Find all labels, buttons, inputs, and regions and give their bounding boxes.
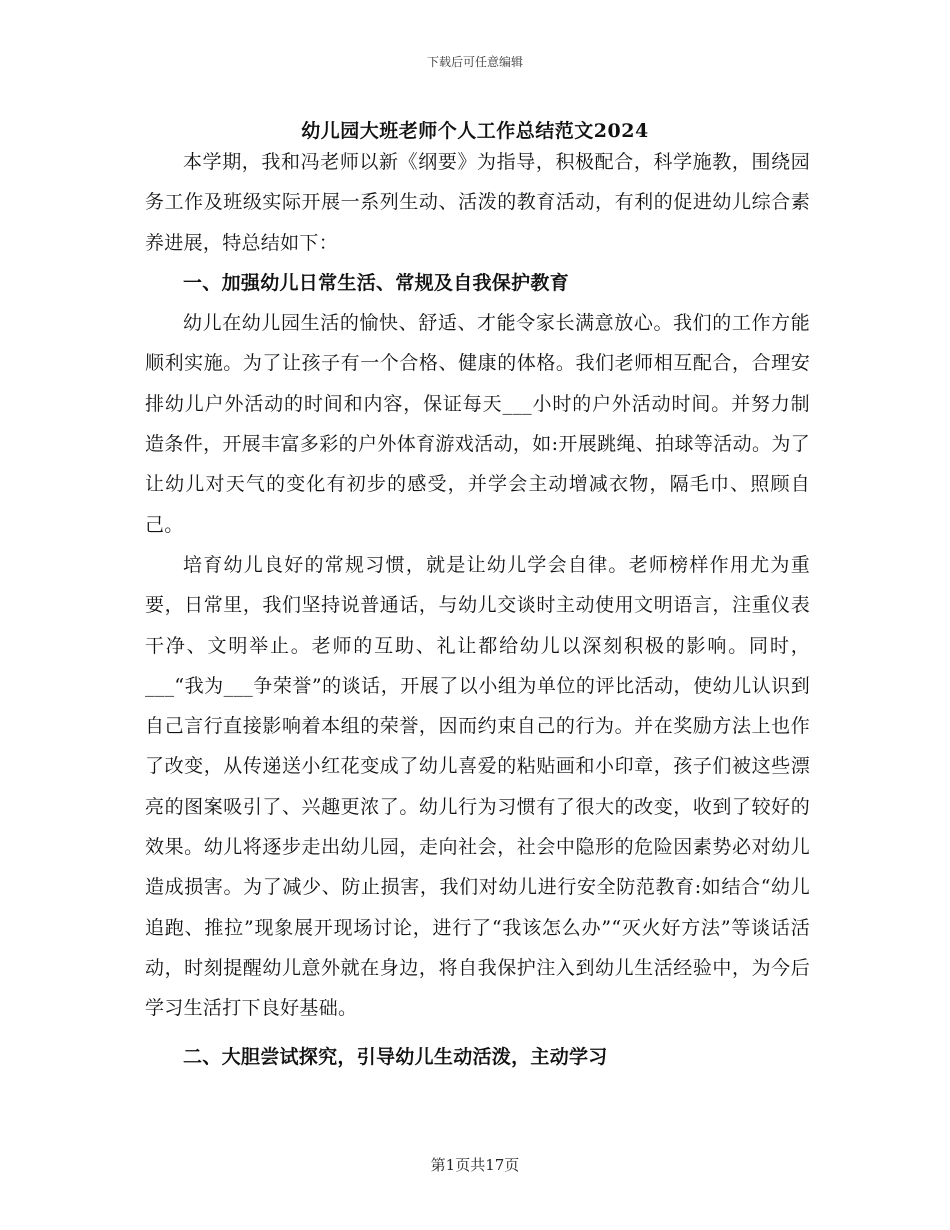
section-1-paragraph-1: 幼儿在幼儿园生活的愉快、舒适、才能令家长满意放心。我们的工作方能顺利实施。为了让孩子有一个合格、健康的体格。我们老师相互配合，合理安排幼儿户外活动的时间和内容，保证每天___小时的户外活动时间。并努力制造条件，开展丰富多彩的户外体育游戏活动，如:开展跳绳、拍球等活动。为了让幼儿对天气的变化有初步的感受，并学会主动增减衣物，隔毛巾、照顾自己。 [145, 312, 810, 536]
document-title: 幼儿园大班老师个人工作总结范文2024 [301, 120, 649, 142]
page-footer: 第1页共17页 [430, 1156, 520, 1174]
document-body [145, 142, 810, 1077]
header-note: 下载后可任意编辑 [426, 55, 523, 69]
section-1-paragraph-2: 培育幼儿良好的常规习惯，就是让幼儿学会自律。老师榜样作用尤为重要，日常里，我们坚持说普通话，与幼儿交谈时主动使用文明语言，注重仪表干净、文明举止。老师的互助、礼让都给幼儿以深刻积极的影响。同时，___“我为___争荣誉”的谈话，开展了以小组为单位的评比活动，使幼儿认识到自己言行直接影响着本组的荣誉，因而约束自己的行为。并在奖励方法上也作了改变，从传递送小红花变成了幼儿喜爱的粘贴画和小印章，孩子们被这些漂亮的图案吸引了、兴趣更浓了。幼儿行为习惯有了很大的改变，收到了较好的效果。幼儿将逐步走出幼儿园，走向社会，社会中隐形的危险因素势必对幼儿造成损害。为了减少、防止损害，我们对幼儿进行安全防范教育:如结合“幼儿追跑、推拉”现象展开现场讨论，进行了“我该怎么办”“灭火好方法”等谈话活动，时刻提醒幼儿意外就在身边，将自我保护注入到幼儿生活经验中，为今后学习生活打下良好基础。 [145, 553, 810, 1020]
section-2-heading: 二、大胆尝试探究，引导幼儿生动活泼，主动学习 [183, 1045, 608, 1068]
section-1-heading: 一、加强幼儿日常生活、常规及自我保护教育 [183, 271, 570, 294]
intro-paragraph: 本学期，我和冯老师以新《纲要》为指导，积极配合，科学施教，围绕园务工作及班级实际开展一系列生动、活泼的教育活动，有利的促进幼儿综合素养进展，特总结如下： [145, 151, 810, 254]
